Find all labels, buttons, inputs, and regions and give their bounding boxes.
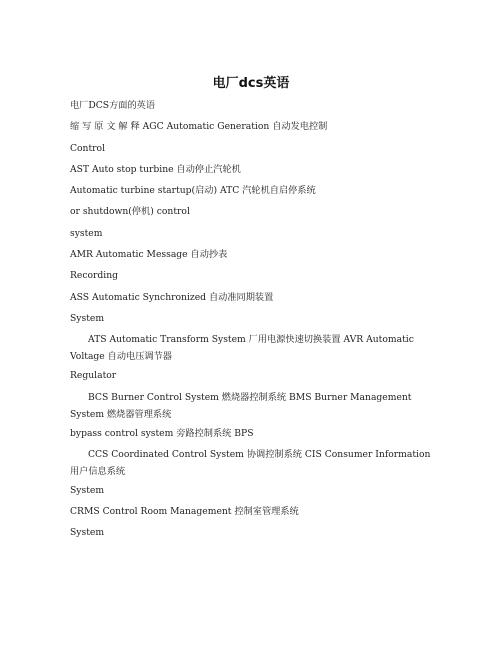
text-paragraph: CCS Coordinated Control System 协调控制系统 CIS Consumer Information 用户信息系统 bbox=[70, 448, 431, 477]
text-line: system bbox=[70, 227, 103, 239]
text-line: Automatic turbine startup(启动) ATC 汽轮机自启停系统 bbox=[70, 185, 316, 197]
text-line: AST Auto stop turbine 自动停止汽轮机 bbox=[70, 163, 241, 175]
document-body bbox=[70, 100, 442, 549]
text-line: or shutdown(停机) control bbox=[70, 206, 190, 218]
text-line: System bbox=[70, 527, 105, 539]
text-paragraph: ATS Automatic Transform System 厂用电源快速切换装置 AVR Automatic Voltage 自动电压调节器 bbox=[70, 334, 414, 363]
text-line: ASS Automatic Synchronized 自动准同期装置 bbox=[70, 291, 274, 303]
text-line: Control bbox=[70, 142, 106, 154]
text-line: bypass control system 旁路控制系统 BPS bbox=[70, 427, 254, 439]
text-line: AMR Automatic Message 自动抄表 bbox=[70, 249, 228, 261]
text-line: Recording bbox=[70, 270, 119, 282]
text-line: System bbox=[70, 484, 105, 496]
text-line: Regulator bbox=[70, 370, 117, 382]
text-line: 电厂DCS方面的英语 bbox=[70, 100, 156, 111]
text-line: 缩 写 原 文 解 释 AGC Automatic Generation 自动发电控制 bbox=[70, 121, 328, 133]
text-paragraph: BCS Burner Control System 燃烧器控制系统 BMS Burner Management System 燃烧器管理系统 bbox=[70, 391, 412, 420]
document-title: 电厂dcs英语 bbox=[212, 76, 290, 91]
text-line: CRMS Control Room Management 控制室管理系统 bbox=[70, 506, 299, 518]
text-line: System bbox=[70, 312, 105, 324]
